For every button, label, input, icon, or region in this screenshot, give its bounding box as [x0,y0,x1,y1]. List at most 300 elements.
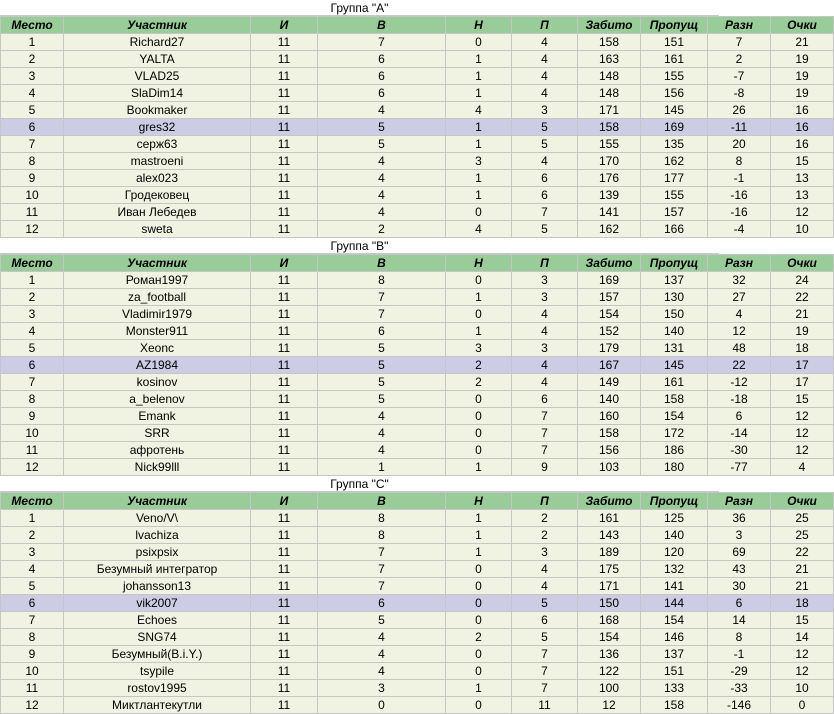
table-row [1,697,834,714]
cell-losses: 2 [512,510,578,527]
cell-diff: 4 [708,306,771,323]
table-row [1,544,834,561]
cell-place: 8 [1,391,64,408]
column-header-diff: Разн [708,493,771,510]
cell-games: 11 [251,340,318,357]
cell-scored: 160 [578,408,641,425]
cell-place: 4 [1,323,64,340]
cell-diff: 26 [708,102,771,119]
cell-draws: 0 [446,425,512,442]
cell-diff: -33 [708,680,771,697]
cell-points: 0 [771,697,834,714]
cell-games: 11 [251,391,318,408]
cell-draws: 0 [446,646,512,663]
cell-scored: 179 [578,340,641,357]
cell-place: 7 [1,136,64,153]
column-header-scored: Забито [578,493,641,510]
cell-diff: -4 [708,221,771,238]
cell-draws: 1 [446,459,512,476]
table-row [1,391,834,408]
cell-place: 5 [1,340,64,357]
cell-participant: SRR [64,425,251,442]
column-header-losses: П [512,493,578,510]
cell-losses: 7 [512,663,578,680]
column-header-place: Место [1,255,64,272]
cell-place: 12 [1,459,64,476]
cell-points: 16 [771,119,834,136]
column-header-games: И [251,17,318,34]
cell-games: 11 [251,680,318,697]
cell-diff: 14 [708,612,771,629]
cell-draws: 0 [446,204,512,221]
cell-participant: Vladimir1979 [64,306,251,323]
cell-scored: 140 [578,391,641,408]
cell-draws: 0 [446,612,512,629]
cell-wins: 7 [318,578,446,595]
column-header-draws: Н [446,493,512,510]
cell-points: 18 [771,340,834,357]
cell-points: 21 [771,578,834,595]
cell-participant: афротень [64,442,251,459]
cell-points: 10 [771,221,834,238]
cell-losses: 4 [512,357,578,374]
cell-games: 11 [251,323,318,340]
cell-points: 19 [771,68,834,85]
cell-conceded: 137 [641,646,708,663]
cell-games: 11 [251,663,318,680]
table-row [1,357,834,374]
cell-scored: 157 [578,289,641,306]
table-row [1,119,834,136]
cell-diff: 32 [708,272,771,289]
cell-conceded: 158 [641,697,708,714]
cell-participant: Миктлантекутли [64,697,251,714]
cell-scored: 150 [578,595,641,612]
table-row [1,595,834,612]
column-header-draws: Н [446,17,512,34]
cell-place: 6 [1,595,64,612]
cell-games: 11 [251,561,318,578]
cell-participant: Emank [64,408,251,425]
cell-diff: -18 [708,391,771,408]
table-row [1,612,834,629]
cell-points: 21 [771,561,834,578]
cell-diff: 8 [708,629,771,646]
cell-conceded: 151 [641,34,708,51]
cell-games: 11 [251,578,318,595]
cell-place: 10 [1,425,64,442]
cell-conceded: 155 [641,68,708,85]
cell-conceded: 154 [641,408,708,425]
table-row [1,680,834,697]
table-row [1,34,834,51]
table-row [1,442,834,459]
cell-scored: 100 [578,680,641,697]
column-header-participant: Участник [64,17,251,34]
group-block-1 [0,0,817,238]
cell-losses: 2 [512,527,578,544]
cell-participant: YALTA [64,51,251,68]
cell-draws: 4 [446,102,512,119]
cell-conceded: 155 [641,187,708,204]
cell-participant: psixpsix [64,544,251,561]
table-row [1,289,834,306]
group-table [0,254,834,476]
cell-losses: 6 [512,187,578,204]
cell-place: 2 [1,527,64,544]
cell-games: 11 [251,34,318,51]
cell-games: 11 [251,102,318,119]
cell-participant: Иван Лебедев [64,204,251,221]
cell-wins: 5 [318,136,446,153]
cell-losses: 5 [512,595,578,612]
cell-wins: 7 [318,289,446,306]
cell-scored: 148 [578,68,641,85]
cell-scored: 162 [578,221,641,238]
cell-draws: 1 [446,136,512,153]
cell-place: 10 [1,663,64,680]
cell-place: 6 [1,357,64,374]
cell-scored: 170 [578,153,641,170]
cell-points: 19 [771,323,834,340]
cell-games: 11 [251,510,318,527]
cell-points: 14 [771,629,834,646]
table-row [1,170,834,187]
cell-points: 12 [771,646,834,663]
cell-conceded: 125 [641,510,708,527]
cell-wins: 4 [318,663,446,680]
table-row [1,68,834,85]
cell-conceded: 133 [641,680,708,697]
cell-participant: Richard27 [64,34,251,51]
cell-diff: 43 [708,561,771,578]
cell-conceded: 140 [641,527,708,544]
table-row [1,136,834,153]
group-block-2 [0,238,817,476]
table-row [1,646,834,663]
cell-scored: 136 [578,646,641,663]
cell-points: 17 [771,357,834,374]
cell-place: 7 [1,612,64,629]
group-title: Группа "C" [0,476,719,492]
cell-place: 4 [1,561,64,578]
table-row [1,527,834,544]
cell-participant: Безумный интегратор [64,561,251,578]
cell-games: 11 [251,85,318,102]
cell-scored: 155 [578,136,641,153]
cell-draws: 1 [446,119,512,136]
cell-losses: 4 [512,34,578,51]
cell-points: 13 [771,170,834,187]
cell-wins: 6 [318,595,446,612]
cell-participant: gres32 [64,119,251,136]
table-row [1,561,834,578]
cell-draws: 1 [446,51,512,68]
cell-points: 25 [771,510,834,527]
cell-wins: 5 [318,391,446,408]
cell-points: 21 [771,34,834,51]
cell-conceded: 154 [641,612,708,629]
table-row [1,408,834,425]
cell-conceded: 144 [641,595,708,612]
cell-diff: 3 [708,527,771,544]
cell-place: 3 [1,544,64,561]
cell-conceded: 157 [641,204,708,221]
cell-wins: 4 [318,425,446,442]
cell-draws: 0 [446,391,512,408]
cell-wins: 4 [318,102,446,119]
cell-losses: 9 [512,459,578,476]
cell-conceded: 158 [641,391,708,408]
cell-participant: johansson13 [64,578,251,595]
cell-participant: Monster911 [64,323,251,340]
cell-games: 11 [251,629,318,646]
column-header-conceded: Пропущ [641,17,708,34]
cell-participant: a_belenov [64,391,251,408]
cell-losses: 7 [512,408,578,425]
cell-wins: 7 [318,561,446,578]
cell-scored: 152 [578,323,641,340]
cell-losses: 6 [512,170,578,187]
cell-diff: 27 [708,289,771,306]
cell-draws: 0 [446,697,512,714]
cell-scored: 168 [578,612,641,629]
column-header-games: И [251,255,318,272]
cell-diff: 22 [708,357,771,374]
cell-draws: 1 [446,527,512,544]
cell-diff: 20 [708,136,771,153]
cell-games: 11 [251,119,318,136]
cell-draws: 1 [446,323,512,340]
cell-games: 11 [251,646,318,663]
cell-diff: -29 [708,663,771,680]
cell-games: 11 [251,459,318,476]
header-row [1,255,834,272]
cell-wins: 8 [318,510,446,527]
cell-scored: 148 [578,85,641,102]
cell-points: 25 [771,527,834,544]
cell-participant: Безумный(B.i.Y.) [64,646,251,663]
cell-scored: 122 [578,663,641,680]
cell-games: 11 [251,187,318,204]
cell-losses: 4 [512,85,578,102]
cell-diff: 69 [708,544,771,561]
column-header-conceded: Пропущ [641,255,708,272]
cell-points: 16 [771,136,834,153]
column-header-scored: Забито [578,17,641,34]
cell-draws: 1 [446,68,512,85]
cell-participant: sweta [64,221,251,238]
cell-participant: Гродековец [64,187,251,204]
cell-losses: 6 [512,612,578,629]
cell-wins: 8 [318,272,446,289]
cell-wins: 5 [318,119,446,136]
cell-losses: 3 [512,102,578,119]
table-row [1,459,834,476]
cell-games: 11 [251,357,318,374]
cell-participant: Xeonc [64,340,251,357]
column-header-scored: Забито [578,255,641,272]
cell-place: 12 [1,221,64,238]
cell-wins: 3 [318,680,446,697]
cell-place: 11 [1,204,64,221]
cell-conceded: 150 [641,306,708,323]
cell-scored: 171 [578,102,641,119]
cell-draws: 1 [446,510,512,527]
cell-wins: 5 [318,374,446,391]
cell-scored: 175 [578,561,641,578]
cell-scored: 189 [578,544,641,561]
cell-diff: 7 [708,34,771,51]
cell-scored: 103 [578,459,641,476]
cell-losses: 7 [512,680,578,697]
cell-wins: 4 [318,170,446,187]
cell-scored: 156 [578,442,641,459]
cell-diff: -12 [708,374,771,391]
cell-place: 8 [1,629,64,646]
cell-diff: -1 [708,170,771,187]
cell-points: 15 [771,612,834,629]
cell-points: 22 [771,289,834,306]
column-header-wins: В [318,17,446,34]
cell-points: 16 [771,102,834,119]
cell-conceded: 169 [641,119,708,136]
cell-draws: 2 [446,629,512,646]
cell-draws: 0 [446,663,512,680]
cell-games: 11 [251,595,318,612]
cell-participant: Nick99lll [64,459,251,476]
cell-draws: 1 [446,544,512,561]
cell-scored: 139 [578,187,641,204]
cell-draws: 1 [446,170,512,187]
column-header-participant: Участник [64,493,251,510]
cell-participant: za_football [64,289,251,306]
cell-points: 19 [771,51,834,68]
cell-wins: 5 [318,357,446,374]
cell-diff: 6 [708,595,771,612]
cell-draws: 0 [446,34,512,51]
cell-wins: 5 [318,340,446,357]
cell-scored: 158 [578,425,641,442]
cell-points: 17 [771,374,834,391]
table-row [1,153,834,170]
cell-losses: 3 [512,289,578,306]
cell-participant: Роман1997 [64,272,251,289]
cell-diff: -16 [708,187,771,204]
cell-participant: Echoes [64,612,251,629]
cell-place: 1 [1,510,64,527]
cell-place: 6 [1,119,64,136]
cell-scored: 163 [578,51,641,68]
cell-wins: 6 [318,323,446,340]
cell-wins: 6 [318,68,446,85]
cell-draws: 1 [446,187,512,204]
table-row [1,204,834,221]
cell-place: 9 [1,408,64,425]
table-row [1,306,834,323]
cell-losses: 7 [512,442,578,459]
cell-losses: 7 [512,204,578,221]
table-row [1,187,834,204]
cell-scored: 154 [578,629,641,646]
cell-wins: 7 [318,306,446,323]
group-block-3 [0,476,817,714]
cell-wins: 4 [318,153,446,170]
cell-scored: 143 [578,527,641,544]
cell-scored: 161 [578,510,641,527]
cell-diff: 2 [708,51,771,68]
cell-wins: 6 [318,51,446,68]
cell-conceded: 131 [641,340,708,357]
table-row [1,85,834,102]
cell-games: 11 [251,272,318,289]
cell-draws: 0 [446,306,512,323]
cell-scored: 149 [578,374,641,391]
cell-conceded: 145 [641,102,708,119]
cell-wins: 4 [318,408,446,425]
cell-participant: Veno/V\ [64,510,251,527]
cell-wins: 6 [318,85,446,102]
cell-points: 15 [771,153,834,170]
column-header-wins: В [318,493,446,510]
cell-scored: 12 [578,697,641,714]
cell-points: 12 [771,663,834,680]
cell-wins: 4 [318,646,446,663]
cell-points: 12 [771,442,834,459]
cell-games: 11 [251,425,318,442]
group-title: Группа "B" [0,238,719,254]
cell-wins: 1 [318,459,446,476]
cell-draws: 2 [446,374,512,391]
cell-diff: 36 [708,510,771,527]
cell-participant: rostov1995 [64,680,251,697]
table-row [1,425,834,442]
cell-conceded: 135 [641,136,708,153]
cell-games: 11 [251,289,318,306]
column-header-wins: В [318,255,446,272]
cell-wins: 0 [318,697,446,714]
cell-scored: 169 [578,272,641,289]
cell-points: 13 [771,187,834,204]
cell-points: 24 [771,272,834,289]
cell-losses: 4 [512,153,578,170]
cell-losses: 4 [512,68,578,85]
cell-participant: vik2007 [64,595,251,612]
cell-place: 7 [1,374,64,391]
column-header-points: Очки [771,255,834,272]
cell-conceded: 161 [641,374,708,391]
cell-draws: 1 [446,680,512,697]
column-header-participant: Участник [64,255,251,272]
cell-draws: 3 [446,340,512,357]
cell-participant: SNG74 [64,629,251,646]
cell-diff: 48 [708,340,771,357]
cell-games: 11 [251,544,318,561]
cell-place: 3 [1,306,64,323]
column-header-points: Очки [771,493,834,510]
cell-scored: 141 [578,204,641,221]
cell-participant: серж63 [64,136,251,153]
cell-scored: 171 [578,578,641,595]
cell-losses: 4 [512,323,578,340]
cell-conceded: 132 [641,561,708,578]
cell-diff: -14 [708,425,771,442]
column-header-diff: Разн [708,255,771,272]
cell-games: 11 [251,51,318,68]
cell-place: 11 [1,442,64,459]
cell-participant: mastroeni [64,153,251,170]
column-header-draws: Н [446,255,512,272]
